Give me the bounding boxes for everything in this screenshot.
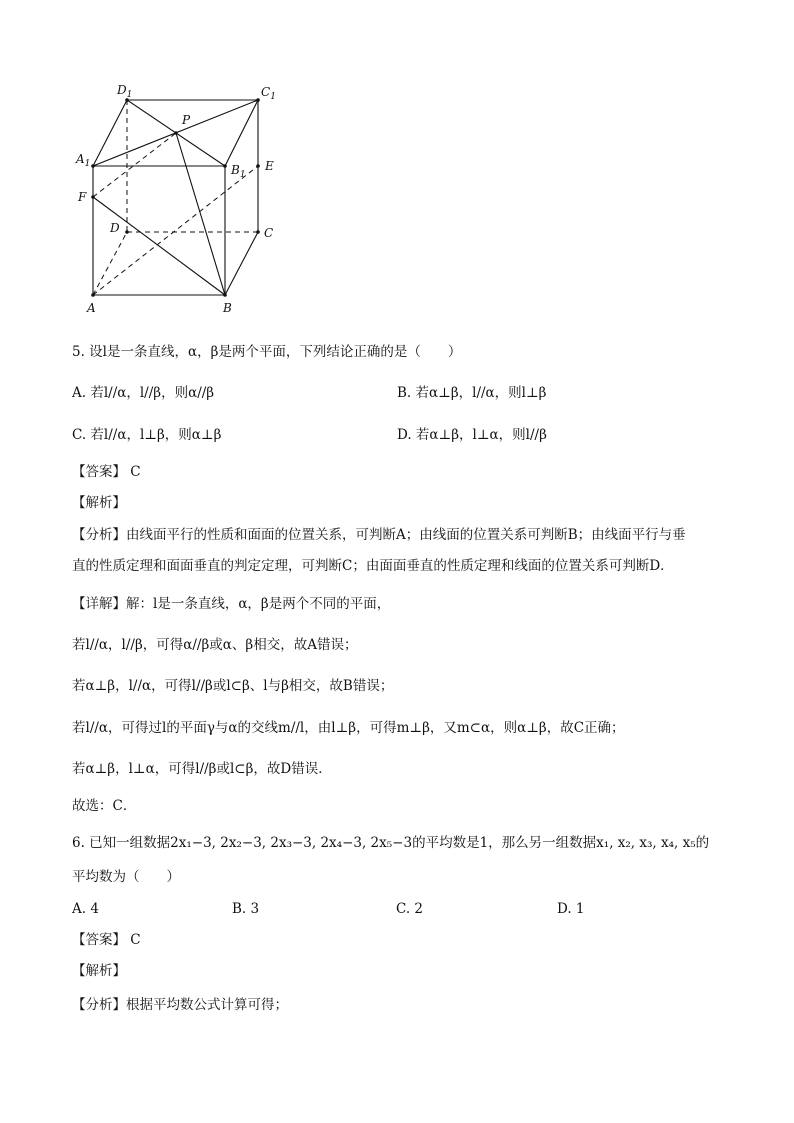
- q6-option-b: B. 3: [232, 901, 260, 917]
- analysis-tag: 【解析】: [72, 963, 126, 979]
- q5-choose: 故选：C．: [72, 798, 137, 814]
- point-e: [256, 164, 260, 168]
- q6-fenxi-line-1: [72, 996, 288, 1014]
- q5-answer-line: [72, 463, 141, 481]
- q5-option-d: D. 若α⊥β，l⊥α，则l//β: [397, 427, 547, 443]
- q6-analysis-tag: [72, 962, 126, 980]
- label-d1: $D_1$: [117, 83, 133, 100]
- q5-detail-line-1: 若l//α，l//β，可得α//β或α、β相交，故A错误；: [72, 637, 358, 653]
- q6-stem-2: 平均数为（ ）: [72, 869, 180, 885]
- label-c: C: [264, 226, 274, 240]
- label-b: B: [223, 301, 232, 315]
- label-e: E: [265, 159, 274, 173]
- q5-option-c: C. 若l//α，l⊥β，则α⊥β: [72, 427, 222, 443]
- edge-a1d1: [93, 100, 127, 166]
- line-fb: [93, 197, 225, 295]
- edge-bc: [225, 232, 258, 295]
- detail-tag: 【详解】: [72, 596, 126, 612]
- fenxi-tag: 【分析】: [72, 997, 126, 1013]
- q5-stem: 5. 设l是一条直线，α，β是两个平面，下列结论正确的是（ ）: [72, 344, 462, 360]
- analysis-tag: 【解析】: [72, 495, 126, 511]
- answer-tag: 【答案】: [72, 464, 126, 480]
- q6-option-c: C. 2: [396, 901, 424, 917]
- fenxi-text-1: 根据平均数公式计算可得；: [126, 997, 288, 1013]
- answer-value: C: [130, 464, 141, 480]
- edge-b1c1: [225, 100, 258, 166]
- q5-detail-line-0: [72, 595, 390, 613]
- label-p: P: [182, 113, 191, 127]
- q6-option-d: D. 1: [557, 901, 585, 917]
- detail-text-0: 解：l是一条直线，α，β是两个不同的平面，: [126, 596, 391, 612]
- fenxi-text-1: 由线面平行的性质和面面的位置关系，可判断A；由线面的位置关系可判断B；由线面平行与垂: [126, 527, 686, 543]
- q5-fenxi-line-1: [72, 526, 686, 544]
- q5-option-a: A. 若l//α，l//β，则α//β: [72, 385, 215, 401]
- q6-option-a: A. 4: [72, 901, 99, 917]
- label-b1: $B_1$: [231, 163, 246, 180]
- point-b: [223, 293, 227, 297]
- label-d: D: [110, 221, 120, 235]
- line-pb: [176, 133, 225, 295]
- edge-ad-hidden: [93, 232, 127, 295]
- answer-value: C: [130, 932, 141, 948]
- q5-detail-line-2: 若α⊥β，l//α，可得l//β或l⊂β、l与β相交，故B错误；: [72, 678, 394, 694]
- q6-stem-1: 6. 已知一组数据2x₁−3, 2x₂−3, 2x₃−3, 2x₄−3, 2x₅−3的平均数是1，那么另一组数据x₁, x₂, x₃, x₄, x₅的: [72, 835, 710, 851]
- point-c1: [256, 98, 260, 102]
- q6-answer-line: [72, 931, 141, 949]
- point-b1: [223, 164, 227, 168]
- label-a1: $A_1$: [76, 152, 91, 169]
- q5-detail-line-4: 若α⊥β，l⊥α，可得l//β或l⊂β，故D错误．: [72, 761, 332, 777]
- label-f: F: [78, 190, 87, 204]
- q5-analysis-tag: [72, 494, 126, 512]
- q5-option-b: B. 若α⊥β，l//α，则l⊥β: [397, 385, 547, 401]
- point-p: [174, 131, 178, 135]
- label-c1: $C_1$: [261, 85, 276, 102]
- q5-fenxi-line-2: 直的性质定理和面面垂直的判定定理，可判断C；由面面垂直的性质定理和线面的位置关系可判断D．: [72, 558, 674, 574]
- cube-figure: [60, 70, 290, 320]
- answer-tag: 【答案】: [72, 932, 126, 948]
- point-f: [91, 195, 95, 199]
- label-a: A: [87, 301, 96, 315]
- point-a: [91, 293, 95, 297]
- point-a1: [91, 164, 95, 168]
- point-d: [125, 230, 129, 234]
- q5-detail-line-3: 若l//α，可得过l的平面γ与α的交线m//l，由l⊥β，可得m⊥β，又m⊂α，则α⊥β，故C正确；: [72, 720, 625, 736]
- fenxi-tag: 【分析】: [72, 527, 126, 543]
- point-c: [256, 230, 260, 234]
